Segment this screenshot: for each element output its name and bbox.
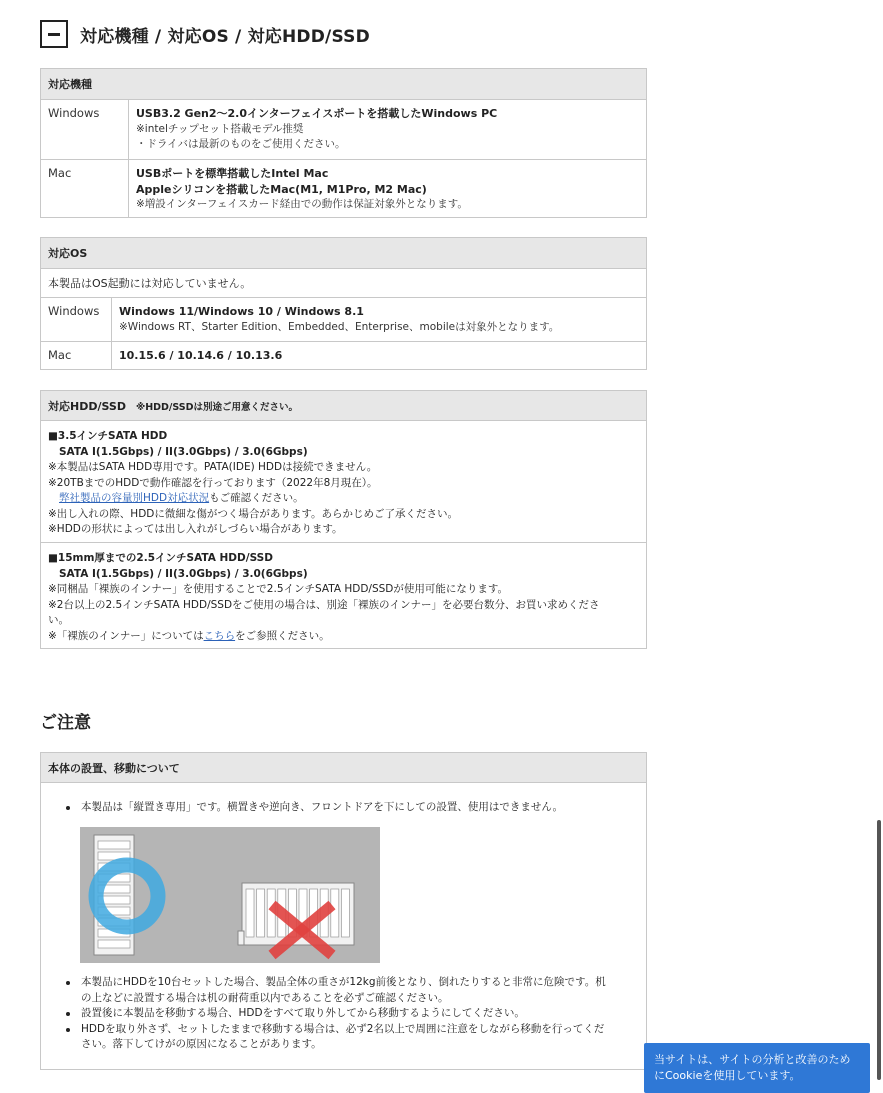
horizontal-unit-foot <box>238 931 244 945</box>
drive-bay <box>331 889 339 937</box>
row-label: Mac <box>41 342 112 370</box>
hdd-block-35 <box>41 421 646 543</box>
list-item <box>81 1022 681 1053</box>
section-title: 対応機種 / 対応OS / 対応HDD/SSD <box>80 26 370 47</box>
hdd-table-header <box>41 391 646 421</box>
block-note: ※同梱品「裸族のインナー」を使用することで2.5インチSATA HDD/SSDが使用可能になります。 <box>48 583 509 595</box>
block-note: ※本製品はSATA HDD専用です。PATA(IDE) HDDは接続できません。 <box>48 461 378 473</box>
list-item <box>81 975 681 1006</box>
page-scrollbar[interactable] <box>877 820 881 1080</box>
caution-box <box>40 752 647 1070</box>
caution-header: 本体の設置、移動について <box>41 753 646 783</box>
block-spec: SATA I(1.5Gbps) / II(3.0Gbps) / 3.0(6Gbps) <box>59 567 308 580</box>
block-note-text: をご参照ください。 <box>235 629 330 642</box>
table-row <box>41 269 646 298</box>
hdd-header-note: ※HDD/SSDは別途ご用意ください。 <box>135 401 299 413</box>
cookie-banner[interactable] <box>644 1043 870 1093</box>
value-note: ※増設インターフェイスカード経由での動作は保証対象外となります。 <box>136 198 468 210</box>
drive-bay <box>98 940 130 948</box>
block-note-text: ※「裸族のインナー」については <box>48 629 204 642</box>
list-item: 設置後に本製品を移動する場合、HDDをすべて取り外してから移動するようにしてください。 <box>81 1006 681 1022</box>
hdd-block-25 <box>41 543 646 649</box>
value-note: ※Windows RT、Starter Edition、Embedded、Enterprise、mobileは対象外となります。 <box>119 320 560 333</box>
hdd-table <box>40 390 647 649</box>
os-table-header: 対応OS <box>41 238 646 269</box>
cookie-text: にCookieを使用しています。 <box>654 1069 801 1082</box>
list-item-text: さい。落下してけがの原因になることがあります。 <box>81 1038 322 1050</box>
table-row <box>41 342 646 370</box>
block-note: い。 <box>48 614 69 626</box>
block-spec: SATA I(1.5Gbps) / II(3.0Gbps) / 3.0(6Gbps) <box>59 445 308 458</box>
row-label: Mac <box>41 160 129 218</box>
models-table <box>40 68 647 218</box>
row-value <box>112 298 566 341</box>
list-item-text: の上などに設置する場合は机の耐荷重以内であることを必ずご確認ください。 <box>81 991 449 1004</box>
value-line: USB3.2 Gen2〜2.0インターフェイスポートを搭載したWindows PC <box>136 107 498 120</box>
caution-list-top <box>41 800 681 816</box>
list-item-text: 本製品にHDDを10台セットした場合、製品全体の重さが12kg前後となり、倒れたりすると非常に危険です。机 <box>81 976 606 988</box>
block-title: ■3.5インチSATA HDD <box>48 430 168 442</box>
value-note: ※intelチップセット搭載モデル推奨 <box>136 122 304 135</box>
value-line: Appleシリコンを搭載したMac(M1, M1Pro, M2 Mac) <box>136 182 427 196</box>
table-row <box>41 160 646 218</box>
value-line: Windows 11/Windows 10 / Windows 8.1 <box>119 305 364 318</box>
placement-diagram-svg <box>80 827 380 963</box>
block-note-text: もご確認ください。 <box>209 492 304 504</box>
row-value <box>129 100 504 159</box>
block-note: ※出し入れの際、HDDに微細な傷がつく場合があります。あらかじめご了承ください。 <box>48 507 459 520</box>
drive-bay <box>257 889 265 937</box>
minus-icon <box>48 33 60 36</box>
list-item: 本製品は「縦置き専用」です。横置きや逆向き、フロントドアを下にしての設置、使用はできません。 <box>81 800 681 816</box>
row-label: Windows <box>41 298 112 341</box>
section-heading <box>40 18 370 50</box>
drive-bay <box>341 889 349 937</box>
block-note: ※HDDの形状によっては出し入れがしづらい場合があります。 <box>48 523 343 535</box>
caution-title: ご注意 <box>40 713 91 733</box>
hdd-header-title: 対応HDD/SSD <box>48 399 126 413</box>
list-item-text: HDDを取り外さず、セットしたままで移動する場合は、必ず2名以上で周囲に注意をしながら移動を行ってくだ <box>81 1022 605 1035</box>
drive-bay <box>98 841 130 849</box>
caution-list-bottom <box>41 975 681 1053</box>
inner-info-link[interactable]: こちら <box>203 629 236 642</box>
value-note: ・ドライバは最新のものをご使用ください。 <box>136 138 346 150</box>
block-title: ■15mm厚までの2.5インチSATA HDD/SSD <box>48 552 273 564</box>
cookie-text: 当サイトは、サイトの分析と改善のため <box>654 1053 851 1066</box>
block-note: ※2台以上の2.5インチSATA HDD/SSDをご使用の場合は、別途「裸族のインナー」を必要台数分、お買い求めくださ <box>48 598 600 611</box>
hdd-compat-link[interactable]: 弊社製品の容量別HDD対応状況 <box>59 492 210 504</box>
block-note <box>48 491 639 507</box>
os-table <box>40 237 647 370</box>
value-line: USBポートを標準搭載したIntel Mac <box>136 167 329 180</box>
collapse-toggle-button[interactable] <box>40 20 68 48</box>
table-row <box>41 298 646 342</box>
os-note: 本製品はOS起動には対応していません。 <box>48 277 252 290</box>
models-table-header: 対応機種 <box>41 69 646 100</box>
placement-diagram <box>80 827 380 963</box>
drive-bay <box>246 889 254 937</box>
row-value: 10.15.6 / 10.14.6 / 10.13.6 <box>119 349 283 362</box>
block-note: ※20TBまでのHDDで動作確認を行っております（2022年8月現在）。 <box>48 476 378 489</box>
table-row <box>41 100 646 160</box>
block-note <box>48 629 639 645</box>
row-value <box>129 160 475 218</box>
row-label: Windows <box>41 100 129 159</box>
